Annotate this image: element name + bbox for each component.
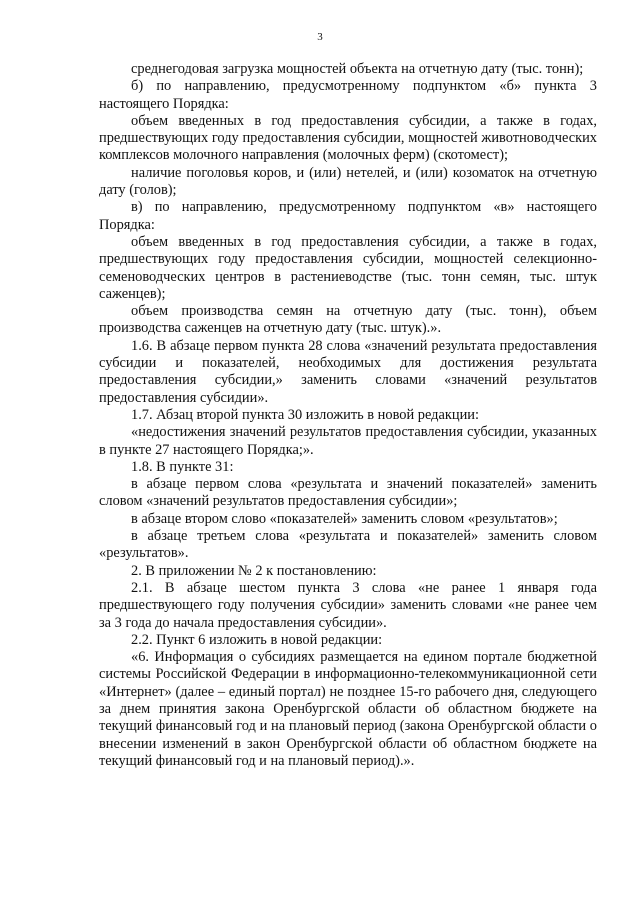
paragraph: среднегодовая загрузка мощностей объекта на отчетную дату (тыс. тонн);	[131, 61, 584, 77]
paragraph: б) по направлению, предусмотренному подпунктом «б» пункта 3 настоящего Порядка:	[99, 78, 597, 112]
paragraph: «недостижения значений результатов предоставления субсидии, указанных в пункте 27 настоящего Порядка;».	[99, 424, 597, 458]
paragraph: объем введенных в год предоставления субсидии, а также в годах, предшествующих году предоставления субсидии, мощностей животноводческих комплексов молочного направления (молочных ферм) (скотомест);	[99, 112, 597, 164]
paragraph: в) по направлению, предусмотренному подпунктом «в» настоящего Порядка:	[99, 199, 597, 233]
document-body	[99, 61, 597, 770]
paragraph: 1.7. Абзац второй пункта 30 изложить в новой редакции:	[131, 406, 479, 423]
paragraph: наличие поголовья коров, и (или) нетелей, и (или) козоматок на отчетную дату (голов);	[99, 164, 597, 199]
paragraph: объем введенных в год предоставления субсидии, а также в годах, предшествующих году предоставления субсидии, мощностей селекционно-семеноводческих центров в растениеводстве (тыс. тонн семян, тыс. штук саженцев);	[99, 233, 597, 302]
paragraph: 2.1. В абзаце шестом пункта 3 слова «не ранее 1 января года предшествующего году получения субсидии» заменить словами «не ранее чем за 3 года до начала предоставления субсидии».	[99, 579, 597, 631]
paragraph: 1.8. В пункте 31:	[131, 458, 234, 475]
paragraph: в абзаце втором слово «показателей» заменить словом «результатов»;	[131, 510, 558, 527]
paragraph: в абзаце первом слова «результата и значений показателей» заменить словом «значений результатов предоставления субсидии»;	[99, 476, 597, 510]
paragraph: в абзаце третьем слова «результата и показателей» заменить словом «результатов».	[99, 528, 597, 562]
paragraph: 2. В приложении № 2 к постановлению:	[131, 562, 377, 579]
page-number: 3	[317, 31, 323, 43]
paragraph: 1.6. В абзаце первом пункта 28 слова «значений результата предоставления субсидии и показателей, необходимых для достижения результата предоставления субсидии,» заменить словами «значений результатов предоставления субсидии».	[99, 337, 597, 406]
paragraph: «6. Информация о субсидиях размещается на едином портале бюджетной системы Российской Федерации в информационно-телекоммуникационной сети «Интернет» (далее – единый портал) не позднее 15-го рабочего дня, следующего за днем принятия закона Оренбургской области об областном бюджете на текущий финансовый год и на плановый период (закона Оренбургской области о внесении изменений в закон Оренбургской области об областном бюджете на текущий финансовый год и на плановый период).».	[99, 649, 597, 769]
paragraph: 2.2. Пункт 6 изложить в новой редакции:	[131, 631, 383, 648]
paragraph: объем производства семян на отчетную дату (тыс. тонн), объем производства саженцев на отчетную дату (тыс. штук).».	[99, 303, 597, 337]
